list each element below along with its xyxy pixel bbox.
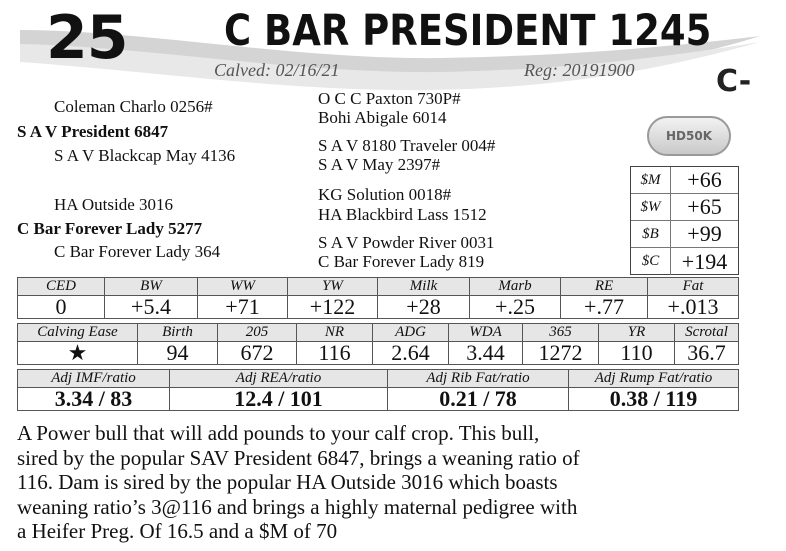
epd-value-milk: +28 <box>378 296 470 319</box>
carcass-header-imf: Adj IMF/ratio <box>18 370 170 388</box>
epd-value-bw: +5.4 <box>105 296 198 319</box>
carcass-value-row <box>18 388 739 411</box>
econ-row <box>631 221 738 248</box>
perf-header-365: 365 <box>523 324 599 342</box>
carcass-header-rump-fat: Adj Rump Fat/ratio <box>569 370 739 388</box>
perf-value-wda: 3.44 <box>449 342 523 365</box>
perf-value-calving-ease-star-icon: ★ <box>18 342 138 365</box>
performance-header-row <box>18 324 739 342</box>
perf-header-wda: WDA <box>449 324 523 342</box>
epd-value-ced: 0 <box>18 296 105 319</box>
epd-value-fat: +.013 <box>648 296 739 319</box>
econ-value: +194 <box>681 248 728 274</box>
epd-header-ww: WW <box>198 278 288 296</box>
carcass-table <box>17 369 739 411</box>
econ-label: $B <box>631 221 671 247</box>
econ-row <box>631 248 738 275</box>
carcass-value-rump-fat: 0.38 / 119 <box>569 388 739 411</box>
pedigree-dd-sire: S A V Powder River 0031 <box>318 233 495 252</box>
epd-table <box>17 277 739 319</box>
epd-header-re: RE <box>561 278 648 296</box>
lot-number: 25 <box>46 3 128 73</box>
perf-value-scrotal: 36.7 <box>675 342 739 365</box>
perf-value-205: 672 <box>218 342 297 365</box>
description-line: sired by the popular SAV President 6847, brings a weaning ratio of <box>17 445 580 470</box>
epd-header-bw: BW <box>105 278 198 296</box>
description-line: a Heifer Preg. Of 16.5 and a $M of 70 <box>17 519 338 543</box>
econ-row <box>631 194 738 221</box>
epd-header-row <box>18 278 739 296</box>
econ-row <box>631 167 738 194</box>
econ-label: $M <box>631 167 671 193</box>
carcass-value-rea: 12.4 / 101 <box>170 388 388 411</box>
pedigree-sire: S A V President 6847 <box>17 122 169 141</box>
perf-header-calving-ease: Calving Ease <box>18 324 138 342</box>
epd-header-marb: Marb <box>470 278 561 296</box>
carcass-value-imf: 3.34 / 83 <box>18 388 170 411</box>
performance-value-row <box>18 342 739 365</box>
economic-index-box <box>630 166 739 275</box>
performance-table <box>17 323 739 365</box>
registration-number: Reg: 20191900 <box>524 60 635 80</box>
pedigree-dam-dam: C Bar Forever Lady 364 <box>54 242 221 261</box>
pedigree-ds-sire: KG Solution 0018# <box>318 185 452 204</box>
calved-date: Calved: 02/16/21 <box>214 60 340 80</box>
pedigree-ds-dam: HA Blackbird Lass 1512 <box>318 205 487 224</box>
perf-header-adg: ADG <box>373 324 449 342</box>
bull-name: C BAR PRESIDENT 1245 <box>224 6 712 56</box>
pedigree-dam: C Bar Forever Lady 5277 <box>17 219 203 238</box>
carcass-header-rib-fat: Adj Rib Fat/ratio <box>388 370 569 388</box>
perf-value-yr: 110 <box>599 342 675 365</box>
perf-header-scrotal: Scrotal <box>675 324 739 342</box>
pedigree-sd-sire: S A V 8180 Traveler 004# <box>318 136 496 155</box>
epd-value-re: +.77 <box>561 296 648 319</box>
perf-header-nr: NR <box>297 324 373 342</box>
epd-value-marb: +.25 <box>470 296 561 319</box>
perf-value-adg: 2.64 <box>373 342 449 365</box>
perf-value-nr: 116 <box>297 342 373 365</box>
epd-header-yw: YW <box>288 278 378 296</box>
carcass-header-rea: Adj REA/ratio <box>170 370 388 388</box>
econ-value: +65 <box>687 194 722 219</box>
epd-value-ww: +71 <box>198 296 288 319</box>
perf-header-205: 205 <box>218 324 297 342</box>
perf-value-365: 1272 <box>523 342 599 365</box>
grade-badge: C- <box>716 64 752 99</box>
pedigree-sire-dam: S A V Blackcap May 4136 <box>54 146 236 165</box>
perf-header-yr: YR <box>599 324 675 342</box>
description-line: 116. Dam is sired by the popular HA Outside 3016 which boasts <box>17 470 558 494</box>
epd-value-row <box>18 296 739 319</box>
perf-value-birth: 94 <box>138 342 218 365</box>
econ-label: $C <box>631 248 671 275</box>
epd-header-milk: Milk <box>378 278 470 296</box>
pedigree-sd-dam: S A V May 2397# <box>318 155 441 174</box>
bull-description <box>17 421 757 544</box>
econ-label: $W <box>631 194 671 220</box>
epd-value-yw: +122 <box>288 296 378 319</box>
pedigree-dam-sire: HA Outside 3016 <box>54 195 173 214</box>
carcass-header-row <box>18 370 739 388</box>
pedigree-sire-sire: Coleman Charlo 0256# <box>54 97 213 116</box>
econ-value: +66 <box>687 167 722 192</box>
description-line: weaning ratio’s 3@116 and brings a highly maternal pedigree with <box>17 494 578 519</box>
description-line: A Power bull that will add pounds to your calf crop. This bull, <box>17 421 540 445</box>
pedigree-ss-dam: Bohi Abigale 6014 <box>318 108 447 127</box>
perf-header-birth: Birth <box>138 324 218 342</box>
epd-header-ced: CED <box>18 278 105 296</box>
hd50k-badge-icon: HD50K <box>647 116 731 156</box>
pedigree-dd-dam: C Bar Forever Lady 819 <box>318 252 485 271</box>
carcass-value-rib-fat: 0.21 / 78 <box>388 388 569 411</box>
epd-header-fat: Fat <box>648 278 739 296</box>
pedigree-ss-sire: O C C Paxton 730P# <box>318 89 461 108</box>
econ-value: +99 <box>687 221 722 246</box>
